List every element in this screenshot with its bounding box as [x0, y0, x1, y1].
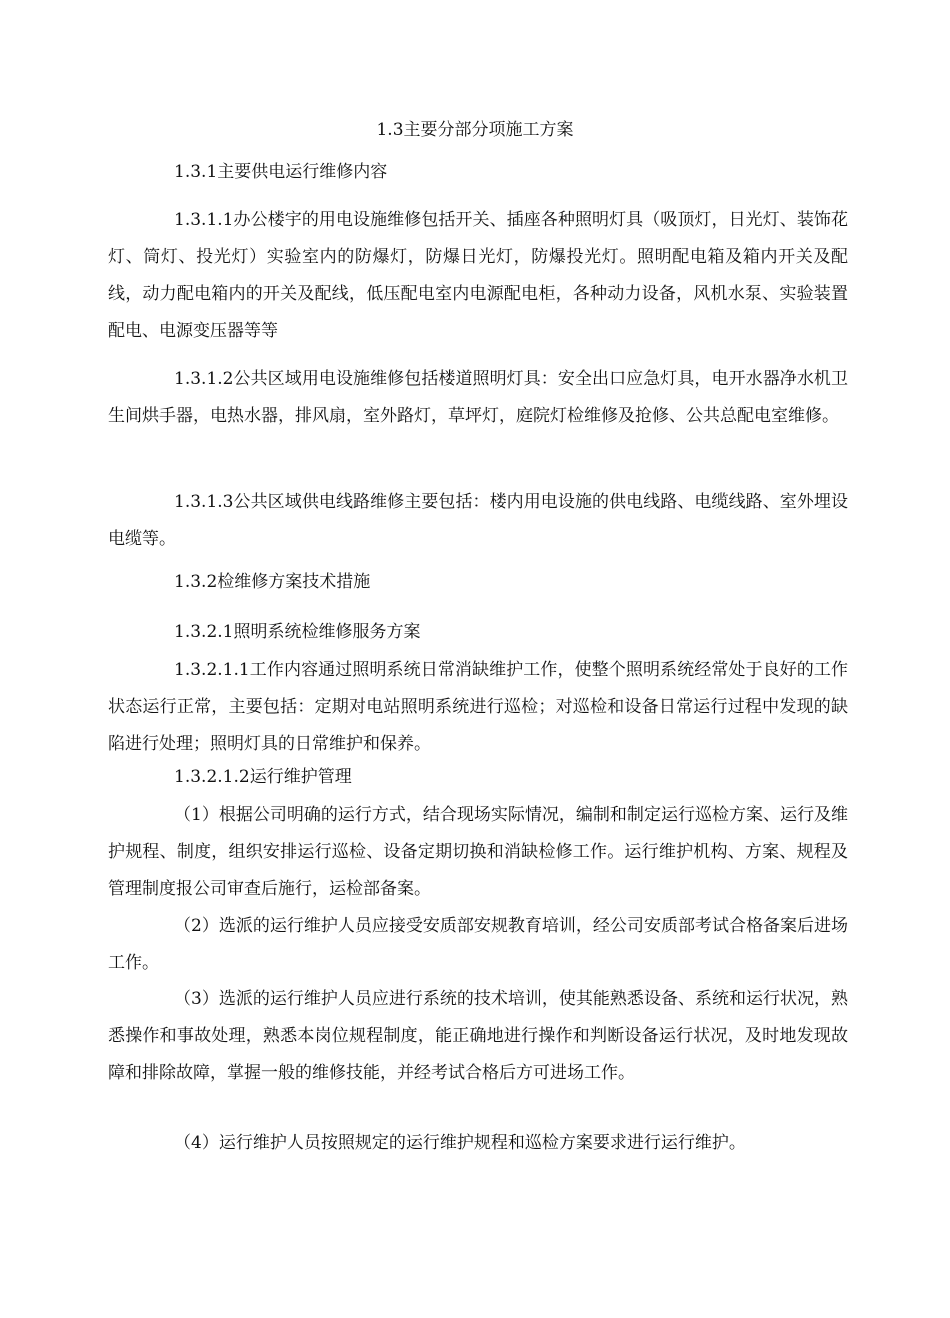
heading-1-3-2-1: 1.3.2.1照明系统检维修服务方案	[174, 622, 421, 642]
paragraph-1-3-1-1: 1.3.1.1办公楼宇的用电设施维修包括开关、插座各种照明灯具（吸顶灯，日光灯、装饰花灯、筒灯、投光灯）实验室内的防爆灯，防爆日光灯，防爆投光灯。照明配电箱及箱内开关及配线，动力配电箱内的开关及配线，低压配电室内电源配电柜，各种动力设备，风机水泵、实验装置配电、电源变压器等等	[108, 210, 848, 341]
list-item-3: （3）选派的运行维护人员应进行系统的技术培训，使其能熟悉设备、系统和运行状况，熟悉操作和事故处理，熟悉本岗位规程制度，能正确地进行操作和判断设备运行状况，及时地发现故障和排除故障，掌握一般的维修技能，并经考试合格后方可进场工作。	[108, 989, 848, 1083]
heading-1-3-1: 1.3.1主要供电运行维修内容	[174, 162, 388, 182]
list-item-2: （2）选派的运行维护人员应接受安质部安规教育培训，经公司安质部考试合格备案后进场工作。	[108, 916, 848, 973]
heading-1-3-2-1-2: 1.3.2.1.2运行维护管理	[174, 767, 352, 787]
paragraph-1-3-2-1-1: 1.3.2.1.1工作内容通过照明系统日常消缺维护工作，使整个照明系统经常处于良好的工作状态运行正常，主要包括：定期对电站照明系统进行巡检；对巡检和设备日常运行过程中发现的缺陷进行处理；照明灯具的日常维护和保养。	[108, 660, 848, 754]
list-item-4: （4）运行维护人员按照规定的运行维护规程和巡检方案要求进行运行维护。	[174, 1133, 746, 1153]
paragraph-1-3-1-3: 1.3.1.3公共区域供电线路维修主要包括：楼内用电设施的供电线路、电缆线路、室外埋设电缆等。	[108, 492, 848, 549]
heading-1-3-2: 1.3.2检维修方案技术措施	[174, 572, 371, 592]
paragraph-1-3-1-2: 1.3.1.2公共区域用电设施维修包括楼道照明灯具：安全出口应急灯具，电开水器净水机卫生间烘手器，电热水器，排风扇，室外路灯，草坪灯，庭院灯检维修及抢修、公共总配电室维修。	[108, 369, 848, 426]
page-title: 1.3主要分部分项施工方案	[376, 120, 574, 140]
list-item-1: （1）根据公司明确的运行方式，结合现场实际情况，编制和制定运行巡检方案、运行及维护规程、制度，组织安排运行巡检、设备定期切换和消缺检修工作。运行维护机构、方案、规程及管理制度报公司审查后施行，运检部备案。	[108, 805, 848, 899]
